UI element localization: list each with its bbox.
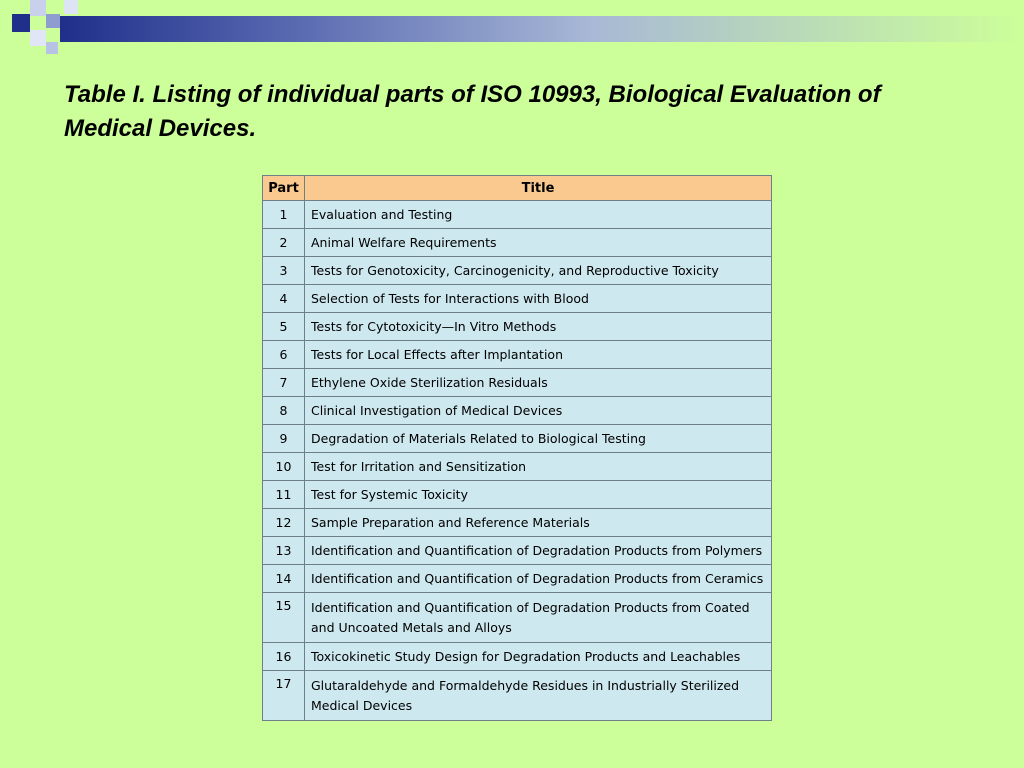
table-row xyxy=(263,481,772,509)
row-title: Glutaraldehyde and Formaldehyde Residues in Industrially Sterilized Medical Devices xyxy=(305,671,772,721)
deco-square-mid xyxy=(46,14,60,28)
table-row xyxy=(263,565,772,593)
table-row xyxy=(263,397,772,425)
table-row xyxy=(263,593,772,643)
row-part: 8 xyxy=(263,397,305,425)
header-title: Title xyxy=(305,176,772,201)
row-title: Degradation of Materials Related to Biological Testing xyxy=(305,425,772,453)
row-title: Toxicokinetic Study Design for Degradation Products and Leachables xyxy=(305,643,772,671)
table-row xyxy=(263,453,772,481)
deco-square-faint xyxy=(64,0,78,14)
deco-square-light xyxy=(30,0,46,16)
row-title: Selection of Tests for Interactions with Blood xyxy=(305,285,772,313)
table-row xyxy=(263,201,772,229)
table-row xyxy=(263,369,772,397)
deco-square-dark xyxy=(12,14,30,32)
table-row xyxy=(263,425,772,453)
row-part: 6 xyxy=(263,341,305,369)
table-row xyxy=(263,257,772,285)
row-part: 11 xyxy=(263,481,305,509)
row-part: 2 xyxy=(263,229,305,257)
table-row xyxy=(263,643,772,671)
table-header-row xyxy=(263,176,772,201)
row-part: 3 xyxy=(263,257,305,285)
row-part: 7 xyxy=(263,369,305,397)
row-part: 14 xyxy=(263,565,305,593)
row-part: 9 xyxy=(263,425,305,453)
table-row xyxy=(263,341,772,369)
row-part: 13 xyxy=(263,537,305,565)
table-row xyxy=(263,313,772,341)
row-title: Sample Preparation and Reference Materials xyxy=(305,509,772,537)
row-title: Clinical Investigation of Medical Devices xyxy=(305,397,772,425)
row-part: 12 xyxy=(263,509,305,537)
row-title: Identification and Quantification of Degradation Products from Ceramics xyxy=(305,565,772,593)
row-title: Identification and Quantification of Degradation Products from Polymers xyxy=(305,537,772,565)
row-title: Identification and Quantification of Degradation Products from Coated and Uncoated Metals and Alloys xyxy=(305,593,772,643)
row-part: 17 xyxy=(263,671,305,721)
slide-title: Table I. Listing of individual parts of ISO 10993, Biological Evaluation of Medical Devices. xyxy=(64,81,881,142)
row-part: 5 xyxy=(263,313,305,341)
row-part: 16 xyxy=(263,643,305,671)
table-row xyxy=(263,537,772,565)
table-row xyxy=(263,509,772,537)
header-gradient-bar xyxy=(60,16,1024,42)
table-row xyxy=(263,229,772,257)
header-part: Part xyxy=(263,176,305,201)
row-title: Animal Welfare Requirements xyxy=(305,229,772,257)
row-title: Evaluation and Testing xyxy=(305,201,772,229)
row-part: 4 xyxy=(263,285,305,313)
row-title: Tests for Local Effects after Implantation xyxy=(305,341,772,369)
corner-decoration xyxy=(0,0,1024,60)
row-title: Tests for Genotoxicity, Carcinogenicity, and Reproductive Toxicity xyxy=(305,257,772,285)
row-title: Test for Systemic Toxicity xyxy=(305,481,772,509)
row-part: 15 xyxy=(263,593,305,643)
deco-square-low xyxy=(46,42,58,54)
table-row xyxy=(263,671,772,721)
row-part: 10 xyxy=(263,453,305,481)
table-row xyxy=(263,285,772,313)
row-title: Ethylene Oxide Sterilization Residuals xyxy=(305,369,772,397)
row-part: 1 xyxy=(263,201,305,229)
row-title: Test for Irritation and Sensitization xyxy=(305,453,772,481)
row-title: Tests for Cytotoxicity—In Vitro Methods xyxy=(305,313,772,341)
iso-10993-parts-table xyxy=(262,175,772,721)
deco-square-pale xyxy=(30,30,46,46)
